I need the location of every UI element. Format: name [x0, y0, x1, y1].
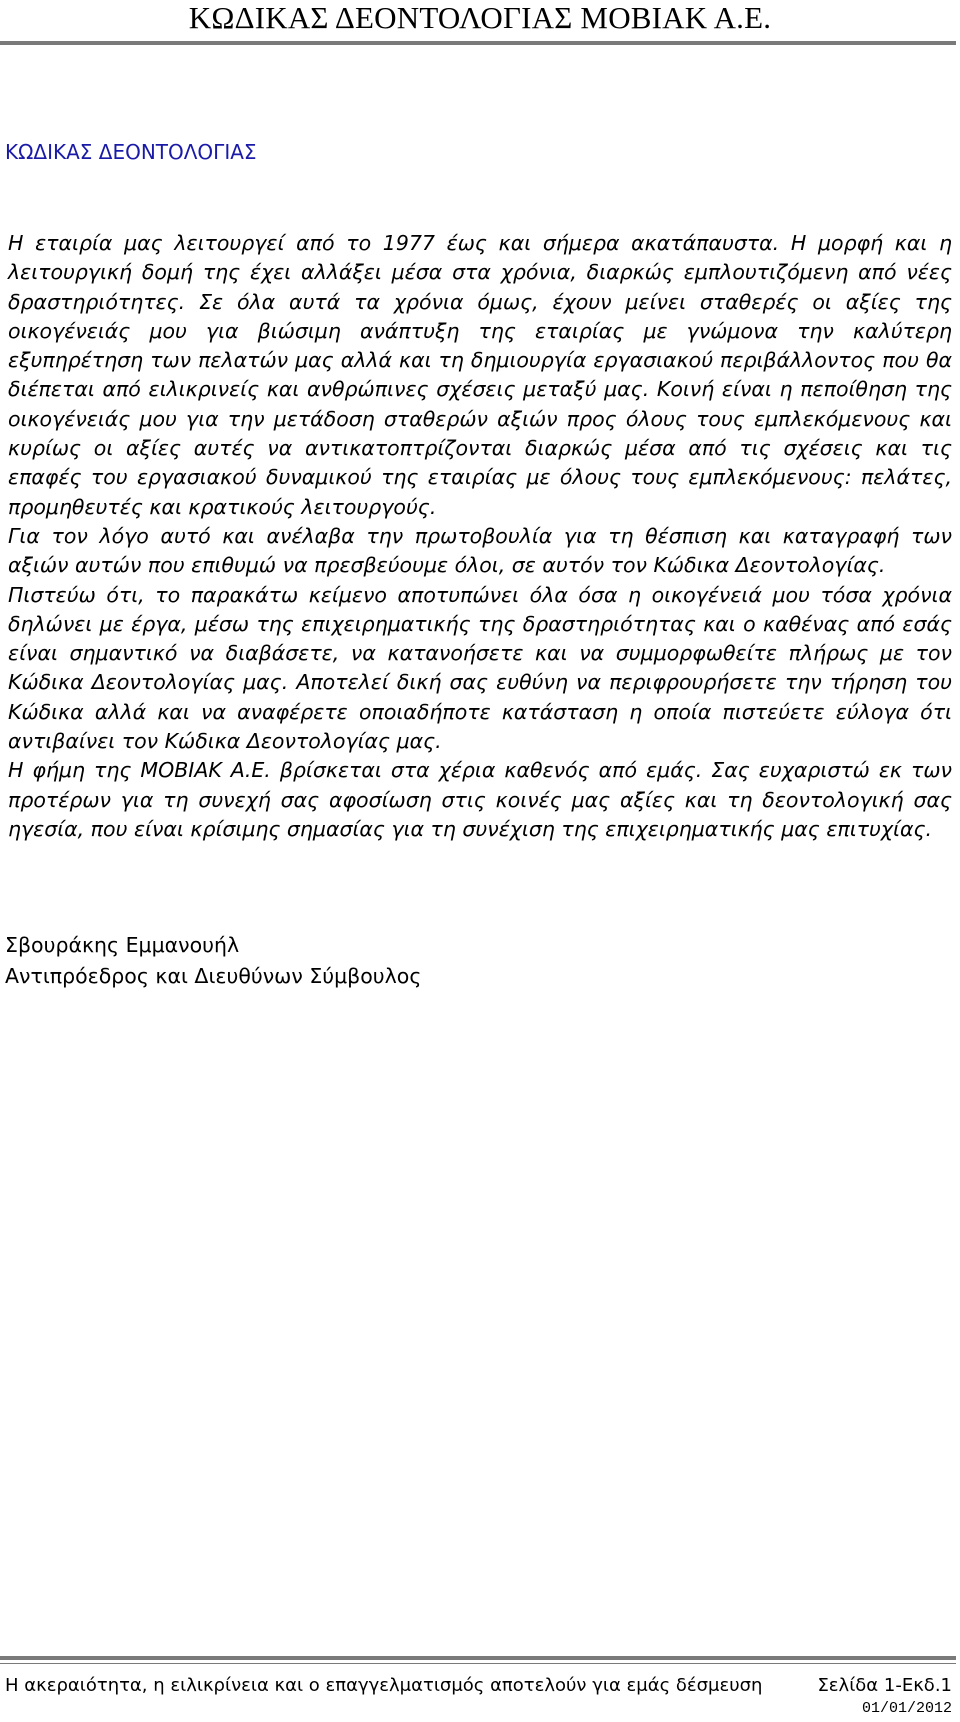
page-header: [0, 0, 960, 50]
footer-date: 01/01/2012: [861, 1700, 952, 1717]
body-paragraph: Πιστεύω ότι, το παρακάτω κείμενο αποτυπώνει όλα όσα η οικογένειά μου τόσα χρόνια δηλώνει με έργα, μέσω της επιχειρηματικής της δραστηριότητας και ο καθένας από εσάς είναι σημαντικό να διαβάσετε, να κατανοήσετε και να συμμορφωθείτε πλήρως με τον Κώδικα Δεοντολογίας μας. Αποτελεί δική σας ευθύνη να περιφρουρήσετε την τήρηση του Κώδικα αλλά και να αναφέρετε οποιαδήποτε κατάσταση η οποία πιστεύετε εύλογα ότι αντιβαίνει τον Κώδικα Δεοντολογίας μας.: [8, 582, 952, 754]
signatory-name: Σβουράκης Εμμανουήλ: [5, 933, 240, 957]
footer-divider-thin: [0, 1663, 956, 1664]
body-paragraph: Η εταιρία μας λειτουργεί από το 1977 έως και σήμερα ακατάπαυστα. Η μορφή και η λειτουργική δομή της έχει αλλάξει μέσα στα χρόνια, διαρκώς εμπλουτιζόμενη από νέες δραστηριότητες. Σε όλα αυτά τα χρόνια όμως, έχουν μείνει σταθερές οι αξίες της οικογένειάς μου για βιώσιμη ανάπτυξη της εταιρίας με γνώμονα την καλύτερη εξυπηρέτηση των πελατών μας αλλά και τη δημιουργία εργασιακού περιβάλλοντος που θα διέπεται από ειλικρινείς και ανθρώπινες σχέσεις μεταξύ μας. Κοινή είναι η πεποίθηση της οικογένειάς μου για την μετάδοση σταθερών αξιών προς όλους τους εμπλεκόμενους και κυρίως οι αξίες αυτές να αντικατοπτρίζονται διαρκώς μέσα από τις σχέσεις και τις επαφές του εργασιακού δυναμικού της εταιρίας με όλους τους εμπλεκόμενους: πελάτες, προμηθευτές και κρατικούς λειτουργούς.: [8, 231, 952, 519]
body-paragraph: Η φήμη της ΜΟΒΙΑΚ Α.Ε. βρίσκεται στα χέρια καθενός από εμάς. Σας ευχαριστώ εκ των προτέρων για τη συνεχή σας αφοσίωση στις κοινές μας αξίες και τη δεοντολογική σας ηγεσία, που είναι κρίσιμης σημασίας για τη συνέχιση της επιχειρηματικής μας επιτυχίας.: [8, 758, 952, 841]
document-body: [8, 229, 952, 844]
footer-divider: [0, 1656, 956, 1660]
header-title: ΚΩΔΙΚΑΣ ΔΕΟΝΤΟΛΟΓΙΑΣ ΜΟΒΙΑΚ Α.Ε.: [188, 0, 772, 35]
signature-block: [5, 930, 421, 992]
section-title: ΚΩΔΙΚΑΣ ΔΕΟΝΤΟΛΟΓΙΑΣ: [5, 140, 257, 164]
header-divider: [0, 41, 956, 45]
footer-slogan: Η ακεραιότητα, η ειλικρίνεια και ο επαγγελματισμός αποτελούν για εμάς δέσμευση: [5, 1675, 763, 1696]
body-paragraph: Για τον λόγο αυτό και ανέλαβα την πρωτοβουλία για τη θέσπιση και καταγραφή των αξιών αυτών που επιθυμώ να πρεσβεύουμε όλοι, σε αυτόν τον Κώδικα Δεοντολογίας.: [8, 523, 952, 578]
signatory-role: Αντιπρόεδρος και Διευθύνων Σύμβουλος: [5, 964, 422, 988]
page-number: Σελίδα 1-Εκδ.1: [817, 1675, 952, 1696]
